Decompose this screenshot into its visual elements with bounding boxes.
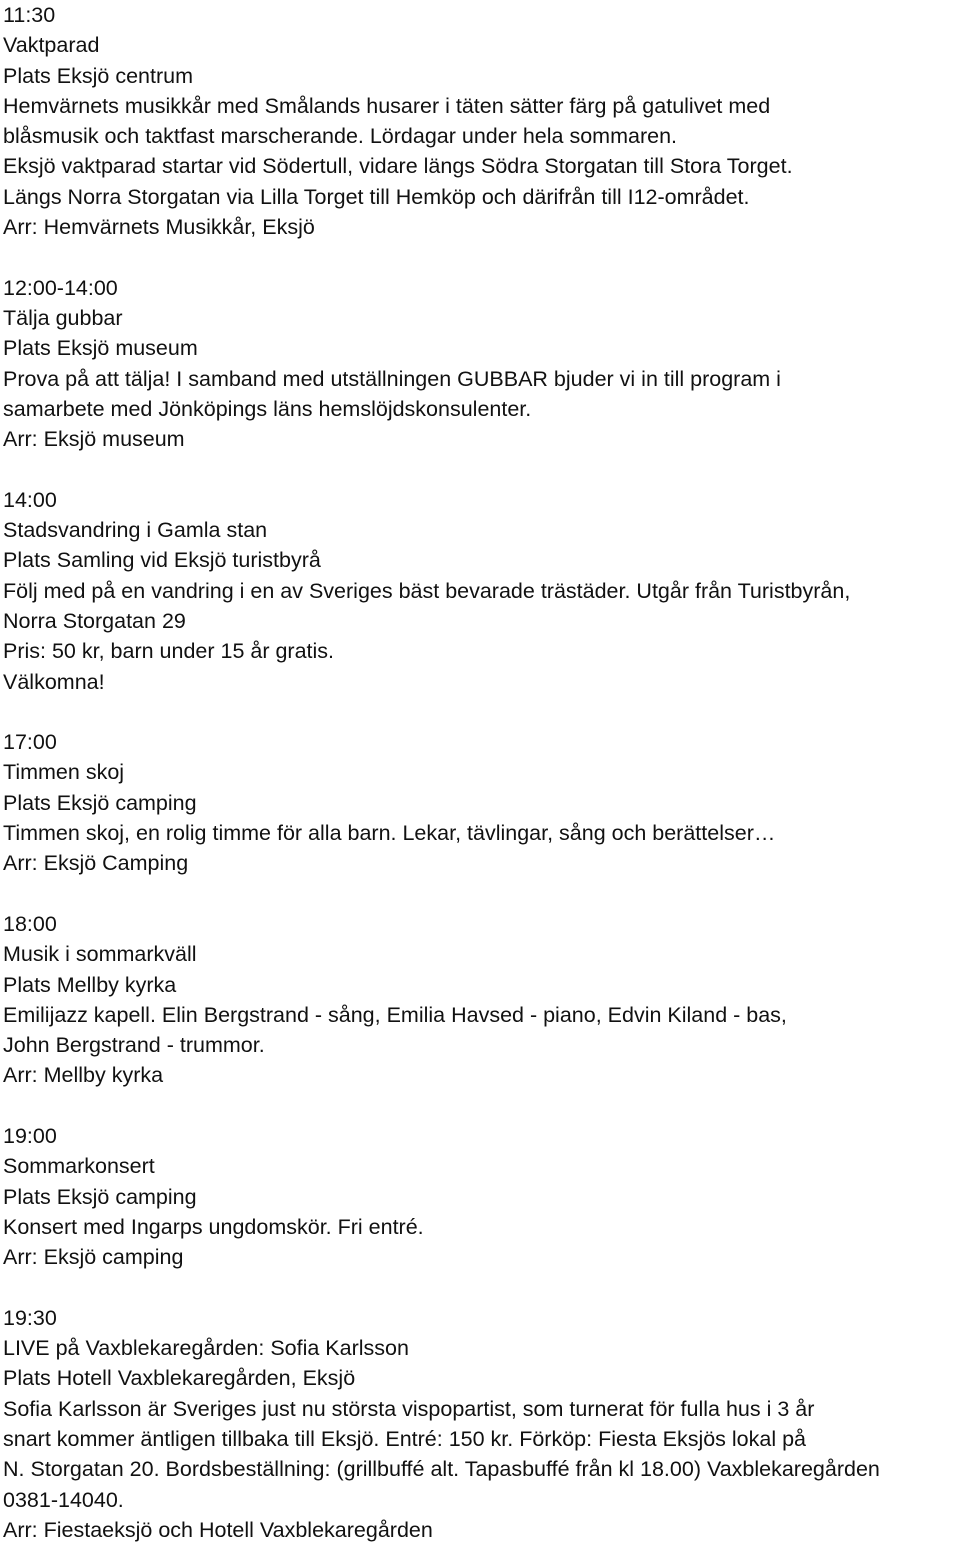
event-description-line: Pris: 50 kr, barn under 15 år gratis.	[3, 639, 335, 664]
event-description-line: snart kommer äntligen tillbaka till Eksjö. Entré: 150 kr. Förköp: Fiesta Eksjös lokal på	[3, 1426, 807, 1451]
event-time: 19:00	[3, 1123, 57, 1148]
event-separator	[3, 1091, 960, 1121]
event-time: 11:30	[3, 3, 56, 27]
event-description-line: 0381-14040.	[3, 1487, 124, 1512]
event-place: Plats Eksjö camping	[3, 1184, 197, 1209]
event-description-line: Följ med på en vandring i en av Sveriges bäst bevarade trästäder. Utgår från Turistbyrån,	[3, 578, 851, 603]
event-place: Plats Samling vid Eksjö turistbyrå	[3, 548, 321, 573]
event-block	[3, 0, 960, 242]
event-time: 12:00-14:00	[3, 275, 118, 300]
event-place: Plats Eksjö camping	[3, 790, 197, 815]
event-title: Sommarkonsert	[3, 1154, 155, 1179]
event-block	[3, 727, 960, 878]
event-description-line: Hemvärnets musikkår med Smålands husarer i täten sätter färg på gatulivet med	[3, 93, 771, 118]
event-place: Plats Mellby kyrka	[3, 972, 177, 997]
event-description-line: blåsmusik och taktfast marscherande. Lördagar under hela sommaren.	[3, 124, 678, 149]
event-block	[3, 1303, 960, 1545]
event-description-line: Längs Norra Storgatan via Lilla Torget till Hemköp och därifrån till I12-området.	[3, 184, 750, 209]
event-block	[3, 485, 960, 697]
event-title: Musik i sommarkväll	[3, 942, 197, 967]
event-description-line: Norra Storgatan 29	[3, 608, 186, 633]
event-organizer: Välkomna!	[3, 669, 105, 694]
event-separator	[3, 879, 960, 909]
event-organizer: Arr: Eksjö camping	[3, 1245, 184, 1270]
event-title: Vaktparad	[3, 33, 100, 58]
event-organizer: Arr: Mellby kyrka	[3, 1063, 164, 1088]
event-description-line: Konsert med Ingarps ungdomskör. Fri entré.	[3, 1214, 424, 1239]
event-separator	[3, 242, 960, 272]
event-title: Tälja gubbar	[3, 305, 123, 330]
event-title: Stadsvandring i Gamla stan	[3, 518, 268, 543]
event-place: Plats Eksjö museum	[3, 336, 198, 361]
event-separator	[3, 697, 960, 727]
event-organizer: Arr: Fiestaeksjö och Hotell Vaxblekaregården	[3, 1517, 433, 1542]
event-block	[3, 909, 960, 1091]
event-time: 18:00	[3, 911, 57, 936]
event-separator	[3, 454, 960, 484]
event-place: Plats Hotell Vaxblekaregården, Eksjö	[3, 1366, 356, 1391]
event-organizer: Arr: Eksjö Camping	[3, 851, 189, 876]
event-organizer: Arr: Hemvärnets Musikkår, Eksjö	[3, 215, 315, 240]
event-block	[3, 273, 960, 455]
event-description-line: Eksjö vaktparad startar vid Södertull, vidare längs Södra Storgatan till Stora Torget.	[3, 154, 793, 179]
event-time: 14:00	[3, 487, 57, 512]
event-time: 17:00	[3, 730, 57, 755]
event-description-line: Sofia Karlsson är Sveriges just nu största vispopartist, som turnerat för fulla hus i 3 år	[3, 1396, 815, 1421]
event-organizer: Arr: Eksjö museum	[3, 427, 185, 452]
event-description-line: John Bergstrand - trummor.	[3, 1033, 265, 1058]
event-place: Plats Eksjö centrum	[3, 63, 193, 88]
event-description-line: Prova på att tälja! I samband med utställningen GUBBAR bjuder vi in till program i	[3, 366, 781, 391]
event-block	[3, 1121, 960, 1272]
event-description-line: samarbete med Jönköpings läns hemslöjdskonsulenter.	[3, 396, 532, 421]
event-separator	[3, 1272, 960, 1302]
event-description-line: Emilijazz kapell. Elin Bergstrand - sång, Emilia Havsed - piano, Edvin Kiland - bas,	[3, 1002, 787, 1027]
event-description-line: N. Storgatan 20. Bordsbeställning: (grillbuffé alt. Tapasbuffé från kl 18.00) Vaxblekaregården	[3, 1457, 880, 1482]
event-description-line: Timmen skoj, en rolig timme för alla barn. Lekar, tävlingar, sång och berättelser…	[3, 821, 776, 846]
event-title: Timmen skoj	[3, 760, 125, 785]
event-time: 19:30	[3, 1305, 57, 1330]
event-title: LIVE på Vaxblekaregården: Sofia Karlsson	[3, 1336, 409, 1361]
